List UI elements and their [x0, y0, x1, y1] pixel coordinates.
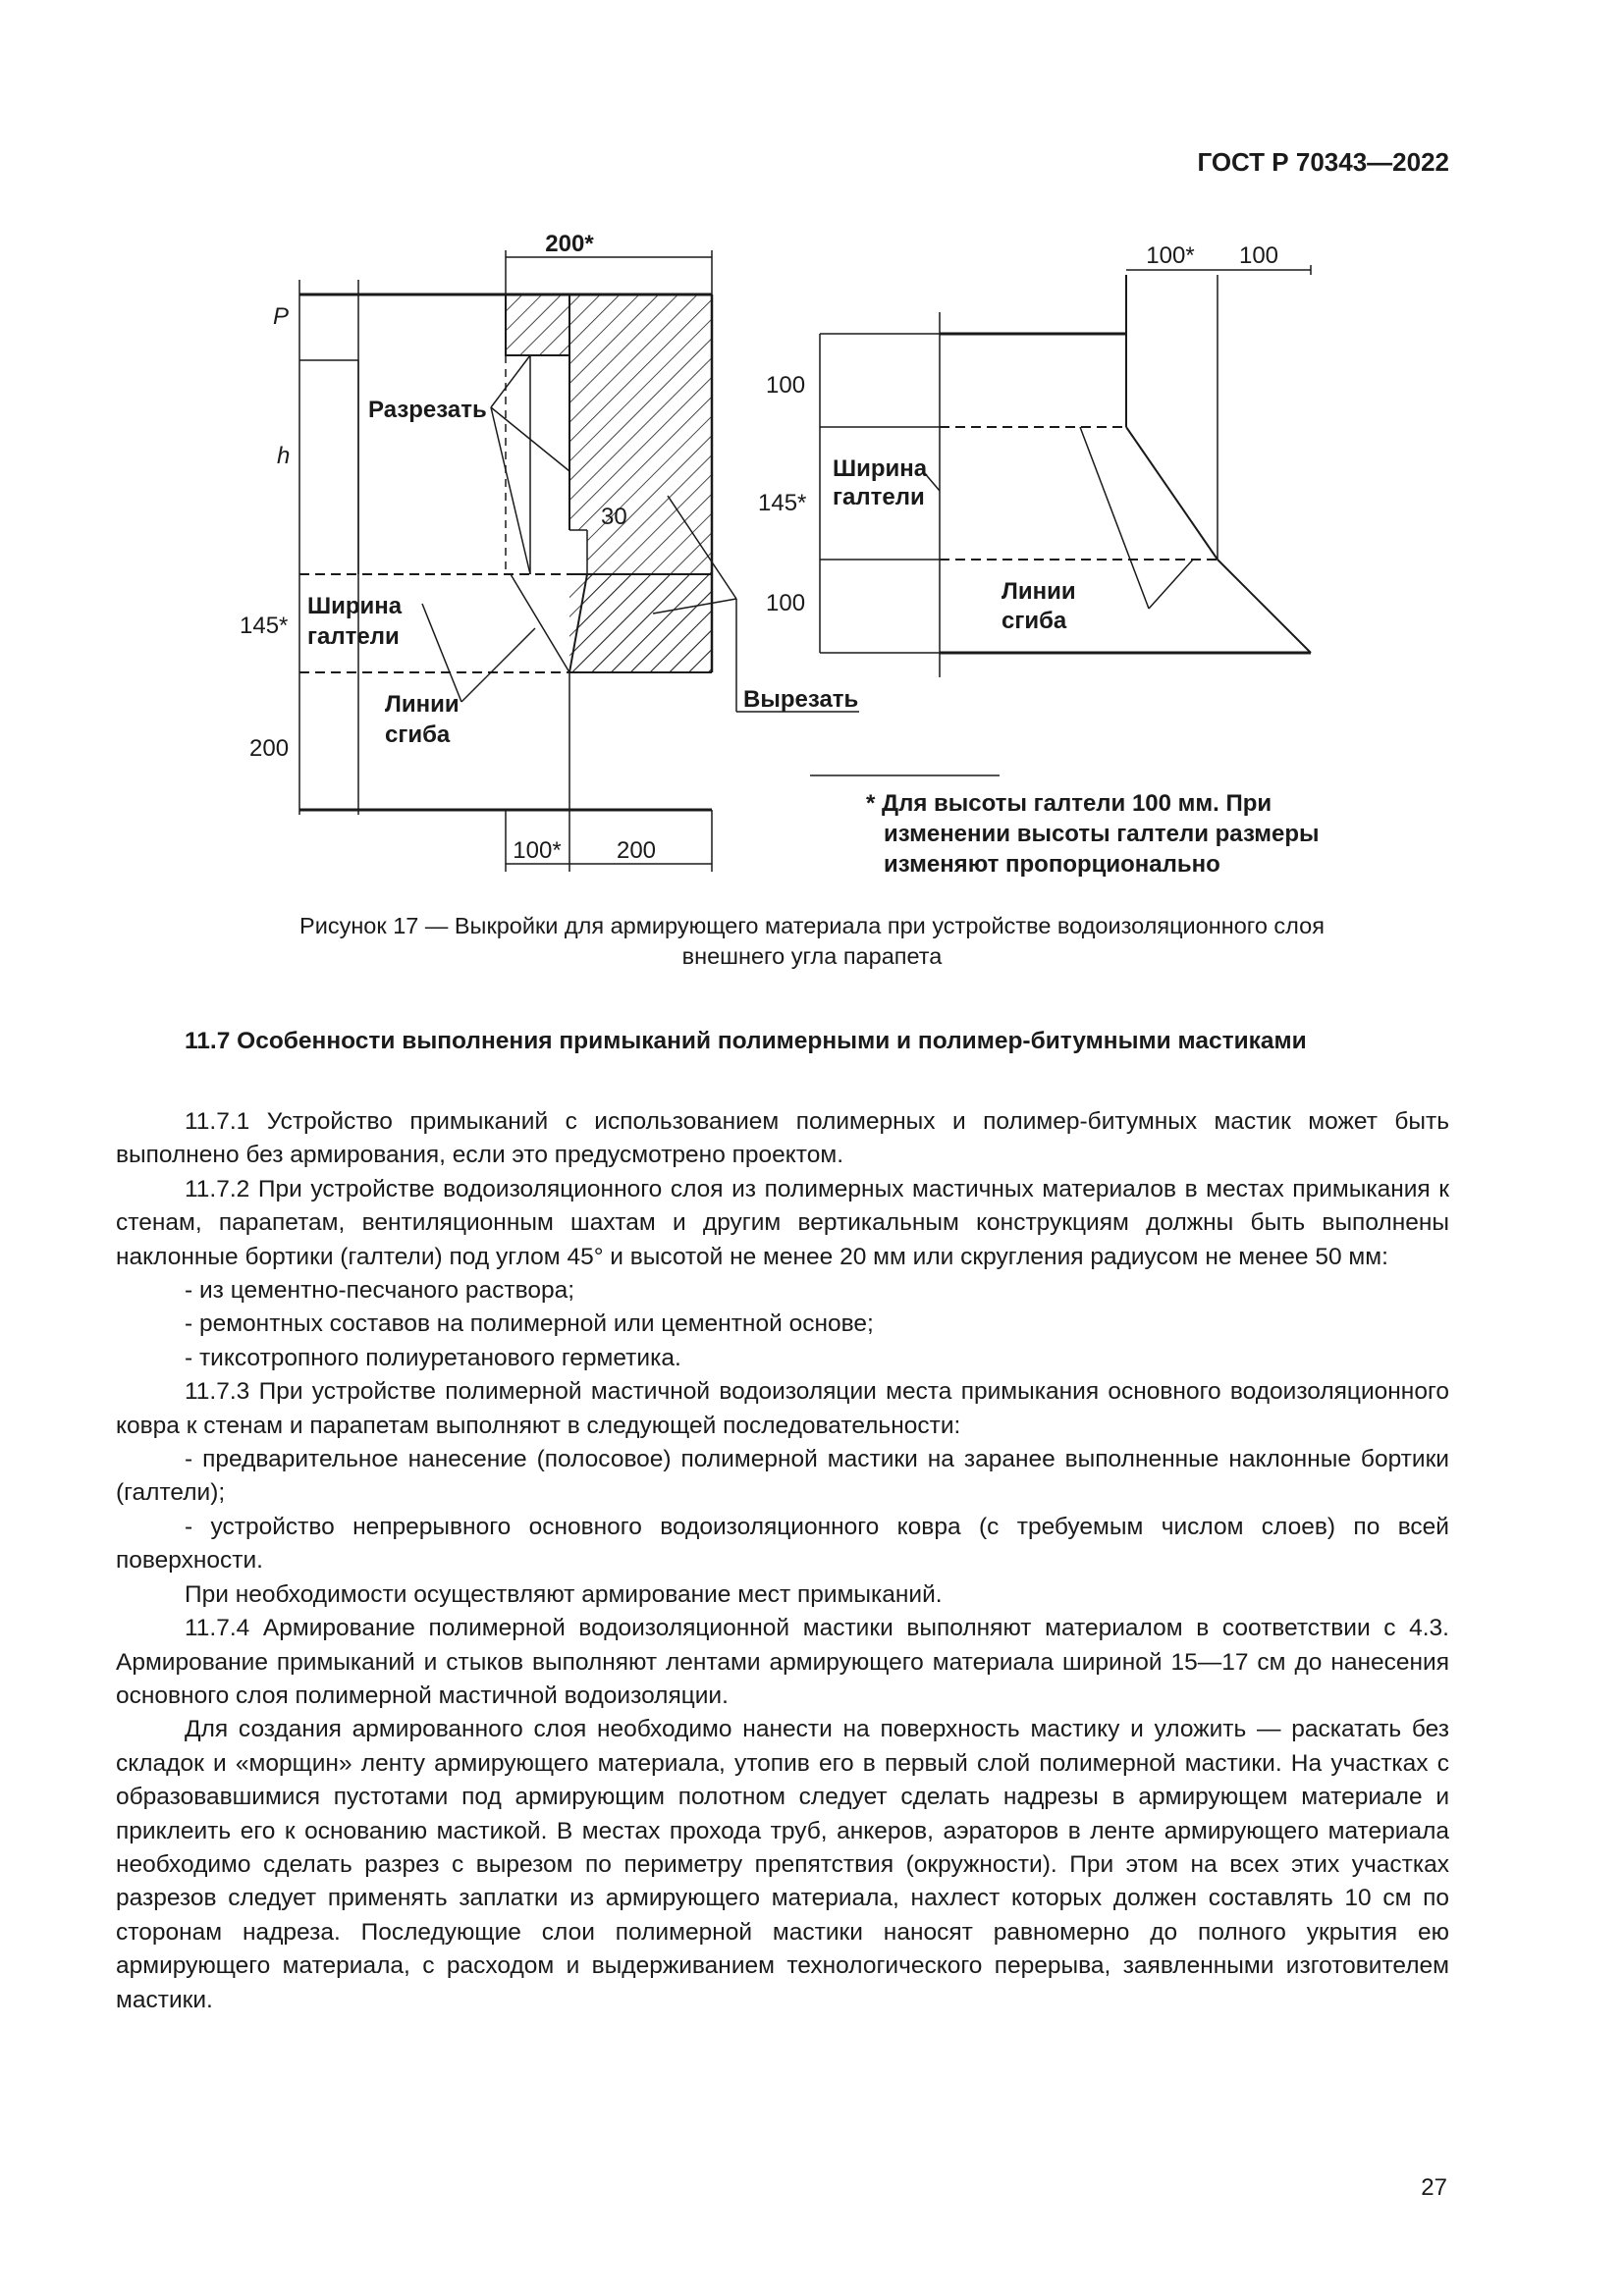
right-label-width-2: галтели [833, 484, 925, 510]
paragraph-reinforcement-note: При необходимости осуществляют армирование мест примыканий. [185, 1580, 943, 1608]
right-dim-145: 145* [758, 490, 807, 516]
right-label-fold-1: Линии [1001, 578, 1076, 605]
figure-17-cut-patterns [0, 0, 1624, 903]
paragraph-11-7-2: 11.7.2 При устройстве водоизоляционного слоя из полимерных мастичных материалов в местах примыкания к стенам, парапетам, вентиляционным шахтам и другим вертикальным конструкциям должны быть выполнены наклонные бортики (галтели) под углом 45° и высотой не менее 20 мм или скругления радиусом не менее 50 мм: [116, 1175, 1449, 1270]
note-line-2: изменении высоты галтели размеры [884, 821, 1320, 847]
body-text [116, 1105, 1449, 2017]
left-label-fold-2: сгиба [385, 721, 451, 748]
paragraph-11-7-1: 11.7.1 Устройство примыканий с использованием полимерных и полимер-битумных мастик может быть выполнено без армирования, если это предусмотрено проектом. [116, 1108, 1449, 1169]
left-pattern-drawing [299, 250, 859, 872]
left-dim-top: 200* [545, 231, 594, 257]
right-dim-100-lower: 100 [766, 590, 806, 616]
paragraph-11-7-4: 11.7.4 Армирование полимерной водоизоляционной мастики выполняют материалом в соответствии с 4.3. Армирование примыканий и стыков выполняют лентами армирующего материала шириной 15—17 см до нанесения основного слоя полимерной мастичной водоизоляции. [116, 1615, 1449, 1709]
list-item: - ремонтных составов на полимерной или цементной основе; [185, 1310, 874, 1338]
note-line-3: изменяют пропорционально [884, 851, 1220, 878]
left-label-width-2: галтели [307, 623, 400, 650]
left-label-width-1: Ширина [307, 593, 403, 619]
left-dim-200: 200 [249, 735, 290, 762]
list-item: - тиксотропного полиуретанового герметика. [185, 1344, 681, 1371]
left-dim-p: P [273, 303, 290, 330]
figure-caption-line-1: Рисунок 17 — Выкройки для армирующего материала при устройстве водоизоляционного слоя [299, 913, 1325, 938]
left-label-cut: Разрезать [368, 397, 487, 423]
document-header-code: ГОСТ Р 70343—2022 [1197, 147, 1449, 177]
right-dim-100-upper: 100 [766, 372, 806, 399]
list-item: - устройство непрерывного основного водоизоляционного ковра (с требуемым числом слоев) по всей поверхности. [116, 1513, 1449, 1575]
list-item: - из цементно-песчаного раствора; [185, 1277, 575, 1305]
right-dim-top-b: 100 [1238, 242, 1279, 269]
left-dim-bottom-b: 200 [616, 837, 657, 864]
left-label-fold-1: Линии [385, 691, 460, 718]
left-angle-label: 30 [601, 504, 627, 530]
figure-caption [177, 911, 1447, 972]
figure-caption-line-2: внешнего угла парапета [681, 943, 943, 969]
page-number: 27 [1421, 2174, 1447, 2201]
paragraph-11-7-3: 11.7.3 При устройстве полимерной мастичной водоизоляции места примыкания основного водоизоляционного ковра к стенам и парапетам выполняют в следующей последовательности: [116, 1378, 1449, 1439]
left-dim-h: h [277, 443, 291, 469]
left-dim-bottom-a: 100* [513, 837, 562, 864]
left-label-cutout: Вырезать [743, 686, 859, 713]
right-label-fold-2: сгиба [1001, 608, 1067, 634]
note-line-1: * Для высоты галтели 100 мм. При [866, 790, 1272, 817]
paragraph-reinforced-layer: Для создания армированного слоя необходимо нанести на поверхность мастику и уложить — раскатать без складок и «морщин» ленту армирующего материала, утопив его в первый слой полимерной мастики. На участках с образовавшимися пустотами под армирующим полотном следует сделать надрезы в армирующем материале и приклеить его к основанию мастикой. В местах прохода труб, анкеров, аэраторов в ленте армирующего материала необходимо сделать разрез с вырезом по периметру препятствия (окружности). При этом на всех этих участках разрезов следует применять заплатки из армирующего материала, нахлест которых должен составлять 10 см по сторонам надреза. Последующие слои полимерной мастики наносят равномерно до полного укрытия ею армирующего материала, с расходом и выдерживанием технологического перерыва, заявленными изготовителем мастики. [116, 1716, 1449, 2013]
right-label-width-1: Ширина [833, 455, 928, 482]
section-heading: 11.7 Особенности выполнения примыканий полимерными и полимер-битумными мастиками [185, 1028, 1307, 1054]
list-item: - предварительное нанесение (полосовое) полимерной мастики на заранее выполненные наклонные бортики (галтели); [116, 1446, 1449, 1507]
left-dim-145: 145* [240, 613, 289, 639]
right-dim-top-a: 100* [1146, 242, 1195, 269]
